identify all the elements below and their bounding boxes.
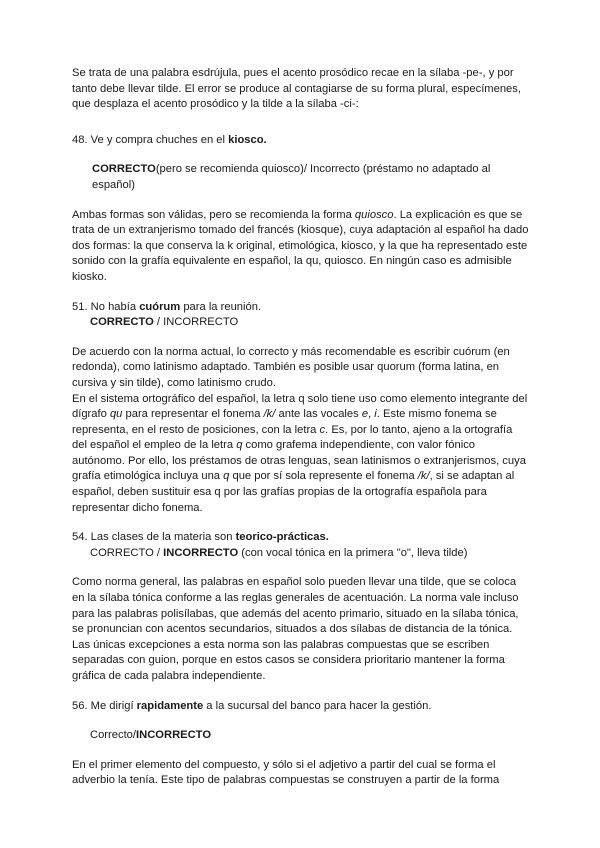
question-54-keyword: teorico-prácticas. xyxy=(235,531,329,544)
explanation-51b-k2: /k/ xyxy=(417,470,430,483)
answer-54-rest: (con vocal tónica en la primera "o", lleva tilde) xyxy=(238,546,468,559)
explanation-48-part2: . La explicación es que se trata de un extranjerismo tomado del francés (kiosque), cuya adaptación al español ha dado dos formas: la que conserva la k original, etimológica, kiosco, y la que ha representado este sonido con la grafía equivalente en español, la qu, quiosco. En ningún caso es admisible kiosko. xyxy=(72,208,529,283)
explanation-51b-part1: En el sistema ortográfico del español, la letra q solo tiene uso como elemento integrante del dígrafo xyxy=(72,392,528,421)
explanation-51b-i: i xyxy=(374,408,377,421)
answer-54-pre: CORRECTO / xyxy=(90,546,164,559)
answer-54-incorrect: INCORRECTO xyxy=(163,546,239,559)
explanation-51b-part4: , xyxy=(368,408,375,421)
explanation-51b-part2: para representar el fonema xyxy=(122,408,264,421)
answer-51-rest: / INCORRECTO xyxy=(153,316,239,329)
intro-paragraph: Se trata de una palabra esdrújula, pues el acento prosódico recae en la sílaba -pe-, y por tanto debe llevar tilde. El error se produce al contagiarse de su forma plural, especímenes, que desplaza el acento prosódico y la tilde a la sílaba -ci-: xyxy=(72,67,521,111)
question-48 xyxy=(72,133,530,149)
question-56-suffix: a la sucursal del banco para hacer la gestión. xyxy=(203,699,432,712)
explanation-48-italic: quiosco xyxy=(354,208,394,221)
question-51-text: 51. No había xyxy=(72,300,140,313)
question-56-keyword: rapidamente xyxy=(136,699,204,712)
answer-56-incorrect: INCORRECTO xyxy=(136,729,212,742)
explanation-54: Como norma general, las palabras en español solo pueden llevar una tilde, que se coloca en la sílaba tónica conforme a las reglas generales de acentuación. La norma vale incluso para las palabras polisílabas, que además del acento primario, situado en la sílaba tónica, se pronuncian con acentos secundarios, situados a dos sílabas de distancia de la tónica. Las únicas excepciones a esta norma son las palabras compuestas que se escriben separadas con guion, porque en estos casos se considera prioritario mantener la forma gráfica de cada palabra independiente. xyxy=(72,576,519,682)
explanation-51b-qu: qu xyxy=(109,408,123,421)
answer-56-pre: Correcto/ xyxy=(90,729,137,742)
document-page xyxy=(72,66,530,789)
answer-56 xyxy=(72,728,530,744)
explanation-51b-q2: q xyxy=(223,470,230,483)
explanation-51b xyxy=(72,392,530,517)
answer-48-correct: CORRECTO xyxy=(92,163,156,176)
explanation-51b-part5: . Este mismo fonema se representa, en el resto de posiciones, con la letra xyxy=(72,408,497,436)
explanation-51b-part9: , si se adaptan al español, deben sustituir esa q por las grafías propias de la ortografía española para representar dicho fonema. xyxy=(72,470,515,514)
question-48-keyword: kiosco. xyxy=(228,133,267,146)
explanation-56: En el primer elemento del compuesto, y sólo si el adjetivo a partir del cual se forma el adverbio la tenía. Este tipo de palabras compuestas se construyen a partir de la forma xyxy=(72,758,500,787)
explanation-51b-part6: . Es, por lo tanto, ajeno a la ortografía del español el empleo de la letra xyxy=(72,423,513,452)
question-51-suffix: para la reunión. xyxy=(180,300,262,313)
question-54 xyxy=(72,530,530,546)
answer-51-correct: CORRECTO xyxy=(90,316,154,329)
explanation-51b-part7: como grafema independiente, con valor fónico autónomo. Por ello, los préstamos de otras lenguas, sean latinismos o extranjerismos, cuya grafía etimológica incluya una xyxy=(72,439,526,483)
explanation-48-part1: Ambas formas son válidas, pero se recomienda la forma xyxy=(72,208,355,221)
question-51 xyxy=(72,300,530,316)
question-54-text: 54. Las clases de la materia son xyxy=(72,531,236,544)
explanation-51a: De acuerdo con la norma actual, lo correcto y más recomendable es escribir cuórum (en redonda), como latinismo adaptado. También es posible usar quorum (forma latina, en cursiva y sin tilde), como latinismo crudo. xyxy=(72,345,510,389)
answer-51 xyxy=(72,315,530,331)
explanation-51b-part3: ante las vocales xyxy=(275,408,362,421)
answer-48 xyxy=(72,162,530,193)
answer-54 xyxy=(72,546,530,562)
explanation-51b-e: e xyxy=(361,408,369,421)
question-56-text: 56. Me dirigí xyxy=(72,699,137,712)
explanation-51b-c: c xyxy=(319,423,326,436)
explanation-51b-q: q xyxy=(236,439,243,452)
question-51-keyword: cuórum xyxy=(139,300,181,313)
explanation-51b-k1: /k/ xyxy=(263,408,276,421)
explanation-48 xyxy=(72,208,530,286)
question-48-text: 48. Ve y compra chuches en el xyxy=(72,133,229,146)
question-56 xyxy=(72,699,530,715)
explanation-51b-part8: que por sí sola represente el fonema xyxy=(229,470,418,483)
answer-48-rest: (pero se recomienda quiosco)/ Incorrecto (préstamo no adaptado al español) xyxy=(92,163,491,191)
